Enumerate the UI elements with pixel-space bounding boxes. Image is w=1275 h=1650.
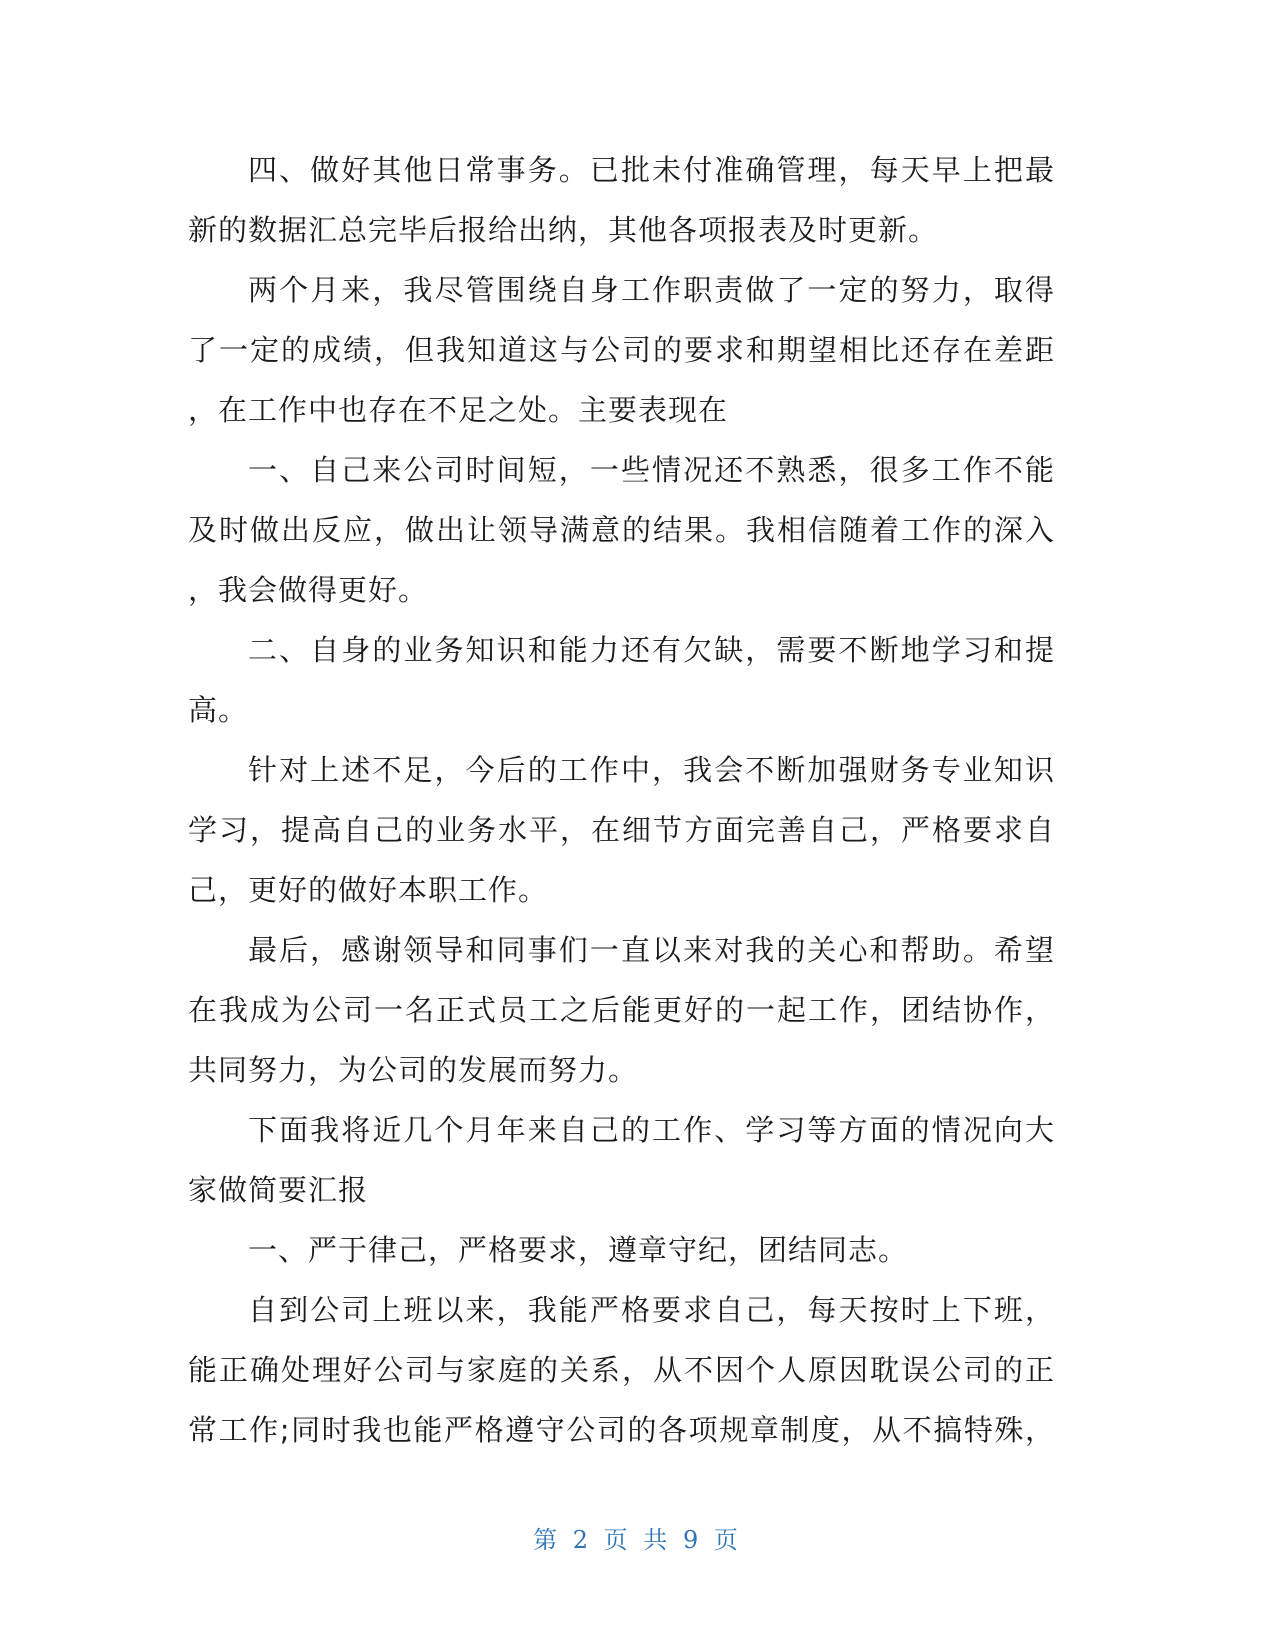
text-line: 己，更好的做好本职工作。 [188, 873, 549, 907]
text-line: 针对上述不足，今后的工作中，我会不断加强财务专业知识 [248, 753, 1054, 787]
text-line: 一、自己来公司时间短，一些情况还不熟悉，很多工作不能 [248, 453, 1054, 487]
text-line: ，我会做得更好。 [188, 573, 429, 607]
text-line: 学习，提高自己的业务水平，在细节方面完善自己，严格要求自 [188, 813, 1054, 847]
document-body [188, 140, 1054, 1460]
text-line: 二、自身的业务知识和能力还有欠缺，需要不断地学习和提 [248, 633, 1054, 667]
text-line: 在我成为公司一名正式员工之后能更好的一起工作，团结协作， [188, 993, 1054, 1027]
text-line: 两个月来，我尽管围绕自身工作职责做了一定的努力，取得 [248, 273, 1054, 307]
page-number: 第 2 页 共 9 页 [533, 1526, 742, 1554]
text-line: 下面我将近几个月年来自己的工作、学习等方面的情况向大 [248, 1113, 1054, 1147]
text-line: 四、做好其他日常事务。已批未付准确管理，每天早上把最 [248, 153, 1054, 187]
text-line: ，在工作中也存在不足之处。主要表现在 [188, 393, 729, 427]
text-line: 一、严于律己，严格要求，遵章守纪，团结同志。 [248, 1233, 909, 1267]
text-line: 新的数据汇总完毕后报给出纳，其他各项报表及时更新。 [188, 213, 939, 247]
text-line: 家做简要汇报 [188, 1173, 369, 1207]
text-line: 自到公司上班以来，我能严格要求自己，每天按时上下班， [248, 1293, 1054, 1327]
text-line: 了一定的成绩，但我知道这与公司的要求和期望相比还存在差距 [188, 333, 1054, 367]
text-line: 共同努力，为公司的发展而努力。 [188, 1053, 639, 1087]
text-line: 及时做出反应，做出让领导满意的结果。我相信随着工作的深入 [188, 513, 1054, 547]
text-line: 能正确处理好公司与家庭的关系，从不因个人原因耽误公司的正 [188, 1353, 1054, 1387]
text-line: 高。 [188, 693, 249, 727]
text-line: 最后，感谢领导和同事们一直以来对我的关心和帮助。希望 [248, 933, 1054, 967]
text-line: 常工作;同时我也能严格遵守公司的各项规章制度，从不搞特殊， [188, 1413, 1054, 1447]
